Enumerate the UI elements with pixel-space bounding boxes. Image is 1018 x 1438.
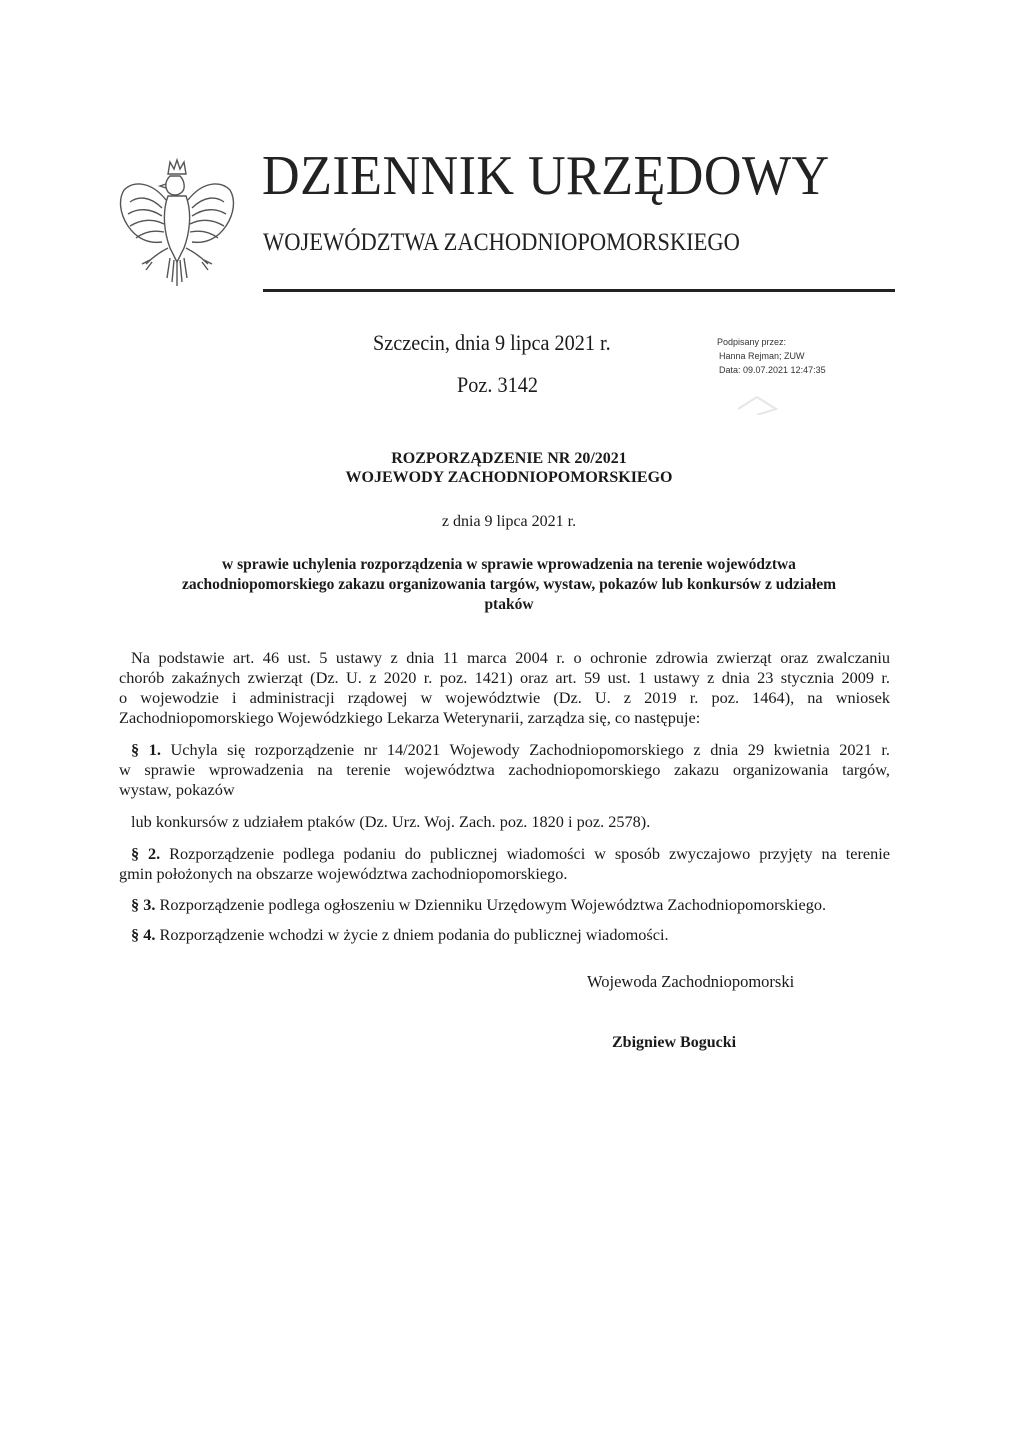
- section-1-line-4: lub konkursów z udziałem ptaków (Dz. Urz. Woj. Zach. poz. 1820 i poz. 2578).: [131, 812, 651, 831]
- section-4-line-1: [119, 925, 890, 944]
- electronic-signature: [717, 337, 826, 379]
- eagle-icon: [112, 152, 242, 292]
- section-2-line-1: [119, 844, 890, 863]
- section-1-mark: § 1.: [131, 740, 161, 759]
- section-4-text-1: Rozporządzenie wchodzi w życie z dniem podania do publicznej wiadomości.: [159, 925, 669, 944]
- act-subject: [0, 555, 1018, 615]
- position-number: Poz. 3142: [457, 372, 538, 397]
- act-subject-line-2: zachodniopomorskiego zakazu organizowania targów, wystaw, pokazów lub konkursów z udziałem: [181, 576, 837, 593]
- section-1-text-1: Uchyla się rozporządzenie nr 14/2021 Wojewody Zachodniopomorskiego z dnia 29 kwietnia 2021 r.: [170, 740, 890, 759]
- section-2-line-2: gmin położonych na obszarze województwa zachodniopomorskiego.: [119, 864, 568, 883]
- section-2-text-1: Rozporządzenie podlega podaniu do publicznej wiadomości w sposób zwyczajowo przyjęty na terenie: [169, 844, 891, 863]
- preamble-line-4: Zachodniopomorskiego Wojewódzkiego Lekarza Weterynarii, zarządza się, co następuje:: [119, 708, 701, 727]
- act-subject-line-3: ptaków: [484, 596, 534, 613]
- signature-date: Data: 09.07.2021 12:47:35: [719, 365, 826, 375]
- act-title-line-2: WOJEWODY ZACHODNIOPOMORSKIEGO: [345, 469, 673, 486]
- section-2-mark: § 2.: [131, 844, 161, 863]
- section-1-line-3: wystaw, pokazów: [119, 780, 235, 799]
- act-subject-line-1: w sprawie uchylenia rozporządzenia w sprawie wprowadzenia na terenie województwa: [222, 556, 796, 573]
- section-1-line-1: [119, 740, 890, 759]
- signoff-office: Wojewoda Zachodniopomorski: [587, 972, 795, 991]
- preamble-line-3: o wojewodzie i administracji rządowej w województwie (Dz. U. z 2019 r. poz. 1464), na wniosek: [119, 688, 890, 707]
- preamble-line-1: Na podstawie art. 46 ust. 5 ustawy z dnia 11 marca 2004 r. o ochronie zdrowia zwierząt oraz zwalczaniu: [131, 648, 890, 667]
- section-3-line-1: [119, 895, 890, 914]
- section-3-text-1: Rozporządzenie podlega ogłoszeniu w Dzienniku Urzędowym Województwa Zachodniopomorskiego.: [159, 895, 827, 914]
- section-4-mark: § 4.: [131, 925, 156, 944]
- signature-stamp-icon: [718, 393, 796, 415]
- section-3-mark: § 3.: [131, 895, 156, 914]
- signature-label: Podpisany przez:: [717, 337, 787, 347]
- polish-eagle-emblem: [112, 152, 242, 292]
- signoff-name: Zbigniew Bogucki: [612, 1034, 737, 1051]
- preamble-line-2: chorób zakaźnych zwierząt (Dz. U. z 2020 r. poz. 1421) oraz art. 59 ust. 1 ustawy z dnia 23 stycznia 2009 r.: [119, 668, 890, 687]
- signature-signer: Hanna Rejman; ZUW: [719, 351, 805, 361]
- act-date: z dnia 9 lipca 2021 r.: [441, 513, 577, 530]
- act-title: [0, 449, 1018, 487]
- act-title-line-1: ROZPORZĄDZENIE NR 20/2021: [391, 450, 627, 467]
- journal-title: DZIENNIK URZĘDOWY: [262, 145, 830, 207]
- header-divider: [263, 289, 895, 292]
- section-1-line-2: w sprawie wprowadzenia na terenie województwa zachodniopomorskiego zakazu organizowania targów,: [119, 760, 890, 779]
- journal-subtitle: WOJEWÓDZTWA ZACHODNIOPOMORSKIEGO: [263, 229, 740, 256]
- place-date: Szczecin, dnia 9 lipca 2021 r.: [373, 330, 611, 355]
